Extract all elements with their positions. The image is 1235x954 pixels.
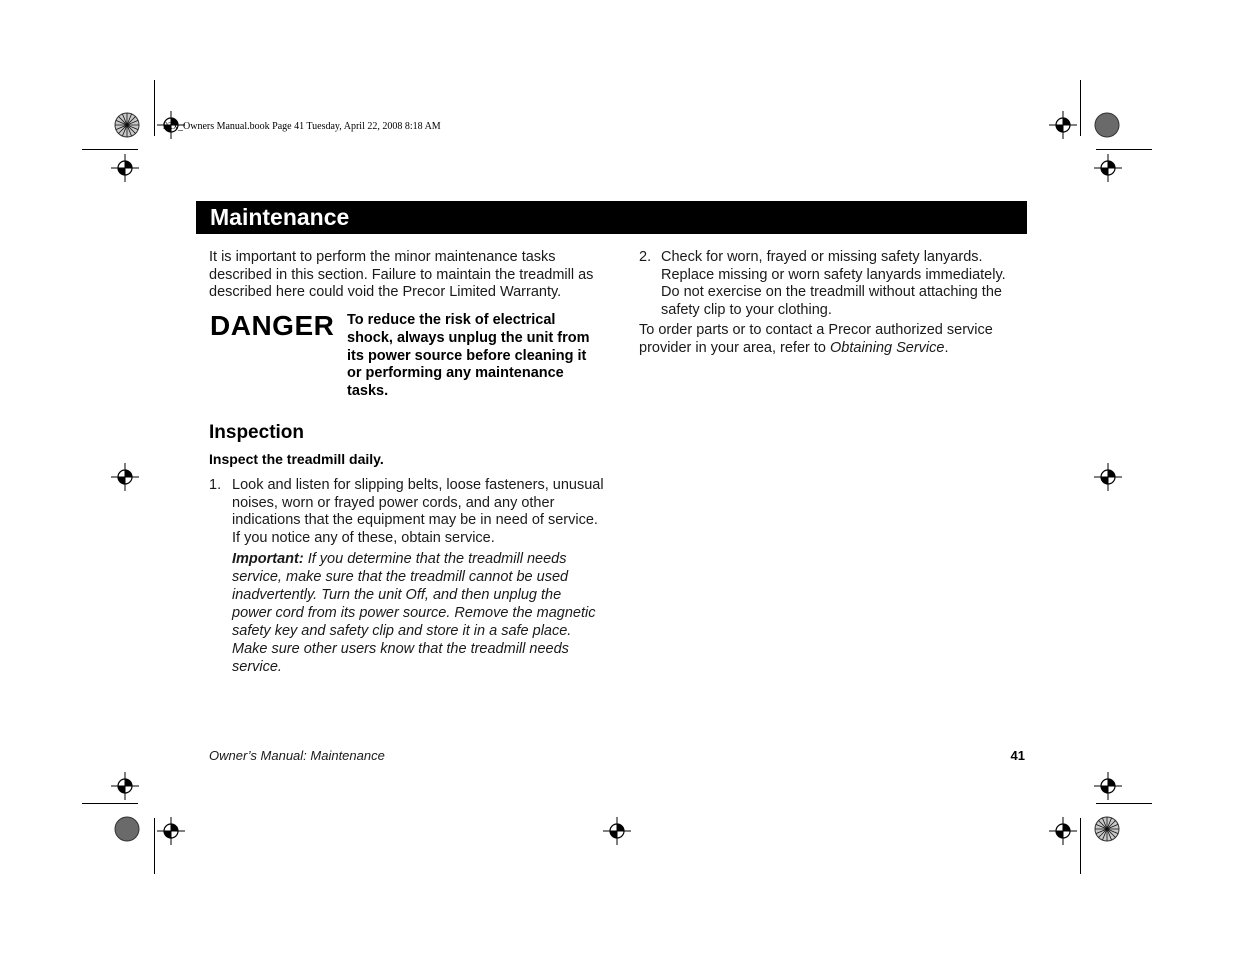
intro-paragraph: It is important to perform the minor maintenance tasks described in this section. Failure to maintain the treadmill as described here could void the Precor Limited Warranty.	[209, 249, 594, 300]
section-heading: Inspection	[209, 422, 305, 443]
gray-target-dot-icon	[114, 816, 140, 842]
registration-mark-icon	[1094, 154, 1122, 182]
step-text: Look and listen for slipping belts, loose fasteners, unusual noises, worn or frayed power cords, and any other indications that the equipment may be in need of service. If you notice any of these, obtain service.	[232, 477, 604, 546]
section-subheading: Inspect the treadmill daily.	[209, 451, 384, 467]
crop-mark-line	[1080, 818, 1081, 874]
order-parts-paragraph	[639, 322, 1019, 357]
crop-mark-line	[1080, 80, 1081, 136]
starburst-target-icon	[114, 112, 140, 138]
danger-label: DANGER	[210, 310, 335, 341]
starburst-target-icon	[1094, 816, 1120, 842]
order-end: .	[944, 339, 949, 356]
important-text: If you determine that the treadmill needs service, make sure that the treadmill cannot be used inadvertently. Turn the unit Off, and then unplug the power cord from its power source. Remove the magnetic safety key and safety clip and store it in a safe place. Make sure other users know that the treadmill needs service.	[232, 551, 596, 675]
crop-mark-line	[154, 80, 155, 136]
registration-mark-icon	[111, 463, 139, 491]
obtaining-service-reference: Obtaining Service	[830, 339, 945, 356]
registration-mark-icon	[1094, 772, 1122, 800]
step-number: 1.	[209, 477, 222, 493]
title-bar	[196, 201, 1027, 234]
footer-title: Owner’s Manual: Maintenance	[209, 748, 385, 763]
crop-mark-line	[82, 803, 138, 804]
registration-mark-icon	[157, 817, 185, 845]
crop-mark-line	[82, 149, 138, 150]
crop-mark-line	[154, 818, 155, 874]
page-number: 41	[1010, 748, 1025, 763]
registration-mark-icon	[1049, 817, 1077, 845]
danger-warning-text: To reduce the risk of electrical shock, always unplug the unit from its power source before cleaning it or performing any maintenance tasks.	[347, 312, 590, 400]
crop-mark-line	[1096, 803, 1152, 804]
registration-mark-icon	[1049, 111, 1077, 139]
order-text: To order parts or to contact a Precor authorized service provider in your area, refer to	[639, 322, 993, 356]
step-text: Check for worn, frayed or missing safety lanyards. Replace missing or worn safety lanyards immediately. Do not exercise on the treadmill without attaching the safety clip to your clothing.	[661, 249, 1006, 318]
page-title: Maintenance	[210, 204, 350, 230]
important-label: Important:	[232, 551, 304, 567]
crop-mark-line	[1096, 149, 1152, 150]
step-number: 2.	[639, 249, 652, 265]
registration-mark-icon	[111, 772, 139, 800]
registration-mark-icon	[111, 154, 139, 182]
gray-target-dot-icon	[1094, 112, 1120, 138]
file-header: 92x_Owners Manual.book Page 41 Tuesday, April 22, 2008 8:18 AM	[163, 121, 441, 132]
important-note	[232, 550, 602, 676]
registration-mark-icon	[603, 817, 631, 845]
registration-mark-icon	[1094, 463, 1122, 491]
